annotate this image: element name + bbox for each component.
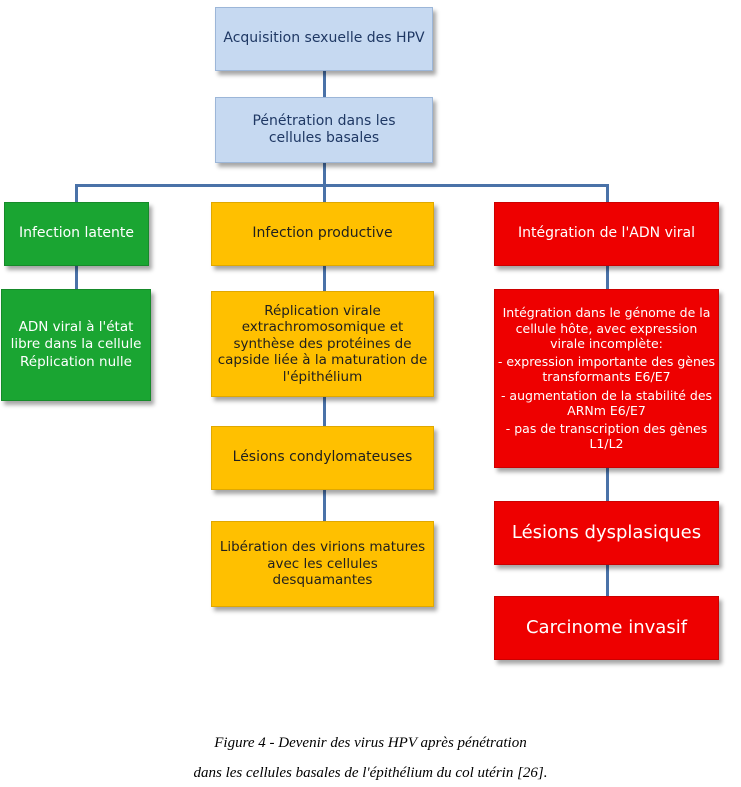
connector-drop-productive (323, 184, 326, 202)
latent-detail-line1: ADN viral à l'état libre dans la cellule (10, 319, 142, 352)
virion-release-box (211, 521, 434, 607)
latent-infection-title: Infection latente (18, 225, 135, 242)
acquisition-label: Acquisition sexuelle des HPV (223, 30, 425, 47)
connector-penetration-trunk (323, 162, 326, 186)
penetration-label: Pénétration dans les cellules basales (252, 112, 396, 146)
integration-detail-box (494, 289, 719, 468)
figure-caption-line2: dans les cellules basales de l'épithélium du col utérin [26]. (193, 765, 548, 781)
connector-detail-dysplasia (606, 467, 609, 501)
latent-detail-line2: Réplication nulle (20, 354, 132, 371)
viral-dna-integration-title: Intégration de l'ADN viral (518, 225, 695, 242)
connector-lesions-liberation (323, 489, 326, 521)
connector-dysplasia-carcinoma (606, 564, 609, 596)
invasive-carcinoma-box (494, 596, 719, 660)
latent-infection-box (4, 202, 149, 266)
penetration-box (215, 97, 433, 163)
viral-replication-box (211, 291, 434, 397)
integration-detail-bullet3: - pas de transcription des gènes L1/L2 (505, 421, 708, 452)
connector-replication-lesions (323, 396, 326, 426)
connector-productive-replication (323, 265, 326, 291)
connector-latent-detail (75, 265, 78, 289)
connector-acquisition-penetration (323, 70, 326, 97)
connector-drop-latent (75, 184, 78, 202)
connector-horizontal-bar (75, 184, 609, 187)
figure-caption-line1: Figure 4 - Devenir des virus HPV après pénétration (214, 735, 527, 751)
dysplastic-lesions-label: Lésions dysplasiques (511, 522, 702, 544)
integration-detail-bullet2: - augmentation de la stabilité des ARNm E6/E7 (500, 387, 713, 418)
viral-dna-integration-box (494, 202, 719, 266)
integration-detail-intro: Intégration dans le génome de la cellule hôte, avec expression virale incomplète: (502, 305, 711, 351)
integration-detail-bullet1: - expression importante des gènes transformants E6/E7 (497, 354, 716, 385)
invasive-carcinoma-label: Carcinome invasif (525, 617, 688, 639)
connector-drop-integration (606, 184, 609, 202)
productive-infection-title: Infection productive (252, 225, 393, 242)
virion-release-text: Libération des virions matures avec les cellules desquamantes (219, 539, 426, 589)
condyloma-lesions-box (211, 426, 434, 490)
viral-replication-text: Réplication virale extrachromosomique et synthèse des protéines de capside liée à la maturation de l'épithélium (217, 302, 428, 385)
condyloma-lesions-label: Lésions condylomateuses (232, 449, 413, 466)
latent-detail-box (1, 289, 151, 401)
dysplastic-lesions-box (494, 501, 719, 565)
productive-infection-box (211, 202, 434, 266)
acquisition-box (215, 7, 433, 71)
connector-integration-detail (606, 265, 609, 289)
